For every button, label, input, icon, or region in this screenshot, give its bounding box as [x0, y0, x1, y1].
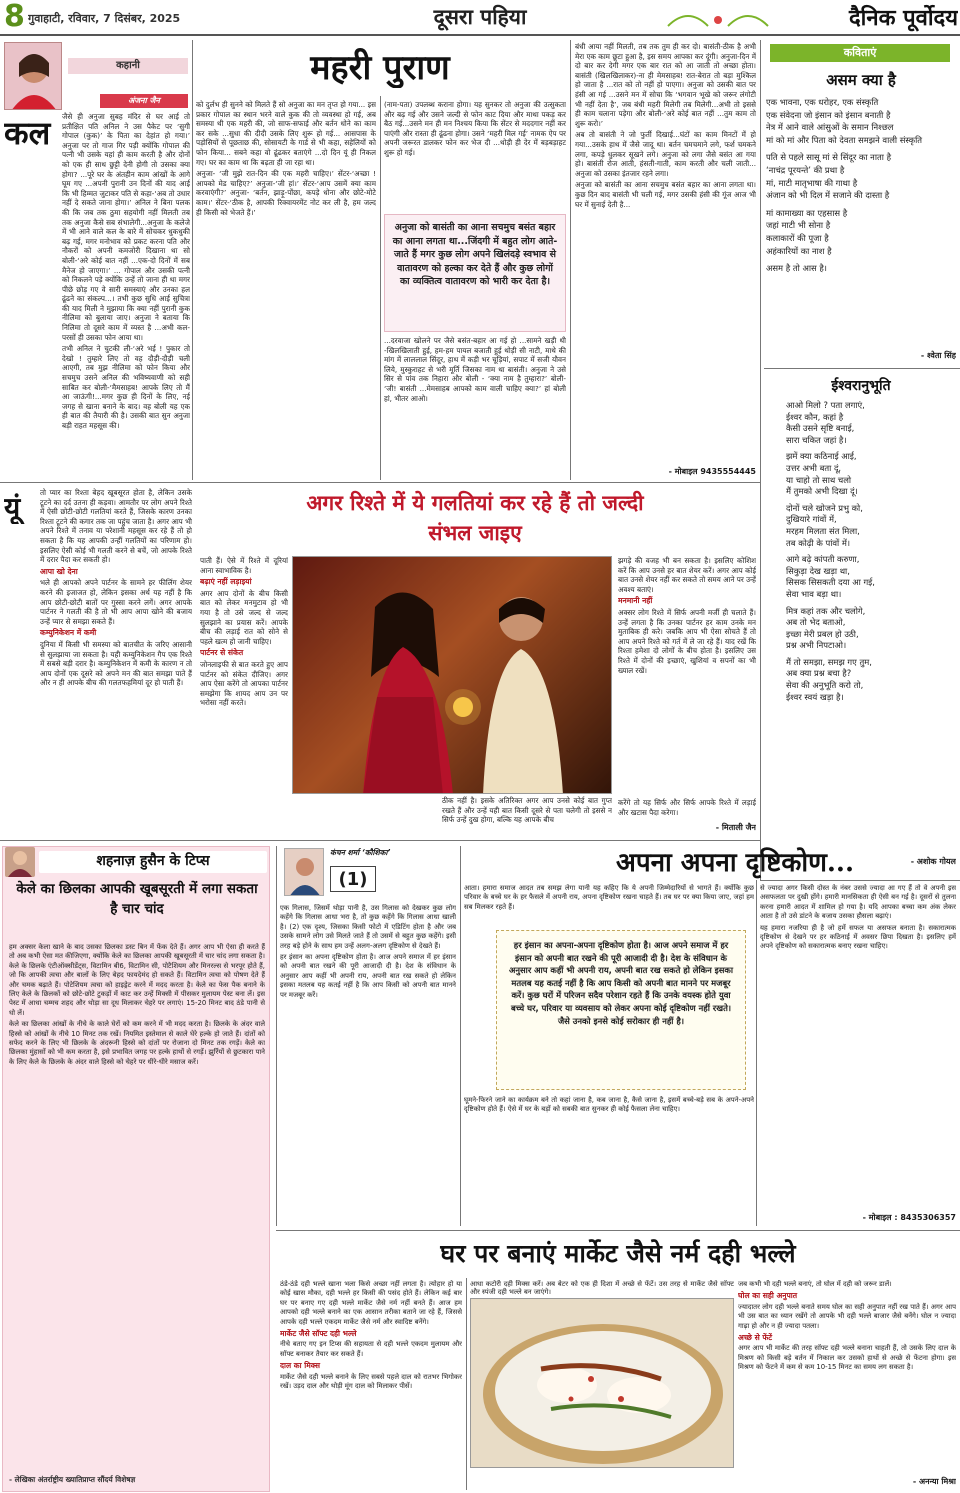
relation-col2b-text: अगर आप दोनों के बीच किसी बात को लेकर मनमुटाव हो भी गया है तो उसे जल्द से जल्द सुलझाने का प्रयास करें। आपके बीच की लड़ाई रात को सोने से पहले खत्म हो जानी चाहिए। — [200, 588, 288, 646]
dateline: गुवाहाटी, रविवार, 7 दिसंबर, 2025 — [28, 12, 181, 25]
relation-title-line1: अगर रिश्ते में ये गलतियां कर रहे हैं तो जल्दी — [306, 490, 644, 515]
drishti-col3 — [760, 884, 956, 1208]
recipe-col3c-text: अगर आप भी मार्केट की तरह सॉफ्ट दही भल्ले बनाना चाहती हैं, तो उसके लिए दाल के मिश्रण को किसी बड़े बर्तन में निकाल कर उसको हाथों से अच्छे से फेंटना होगा। इस मिश्रण को फेंटने में कम से कम 10-15 मिनट का समय लग सकता है। — [738, 1344, 956, 1372]
recipe-title: घर पर बनाएं मार्केट जैसे नर्म दही भल्ले — [440, 1239, 796, 1268]
relation-col3b-text: अक्सर लोग रिश्ते में सिर्फ अपनी मर्जी ही चलाते हैं। उन्हें लगता है कि उनका पार्टनर हर काम उनके मन मुताबिक ही करे। जबकि आप भी ऐसा सोचते हैं तो आप अपने रिश्ते को गर्त में ले जा रहे हैं। याद रखें कि रिश्ता हमेशा दो लोगों के बीच होता है। इसलिए उस रिश्ते में दोनों की इच्छाएं, खुशियां व सपनों का भी ख्याल रखें। — [618, 607, 756, 675]
drishti-author-photo — [284, 848, 324, 896]
poem1-line: कलाकारों की पूजा है — [766, 232, 829, 243]
drishti-col3-text: से ज्यादा अगर किसी दोस्त के नंबर उससे ज्यादा आ गए हैं तो वे अपनी इस असफलता पर दुखी होंगे। हमारी मानसिकता ही ऐसी बन गई है। दूसरों से तुलना करना हमारी आदत में शामिल हो गया है। यदि आपका बच्चा कम अंक लेकर आता है तो उसे डांटने के बजाय उसका हौसला बढ़ाएं। — [760, 884, 956, 921]
drishti-number: (1) — [330, 866, 376, 892]
relation-sub1: आपा खो देना — [40, 566, 78, 576]
drishti-mobile: - मोबाइल : 8435306357 — [862, 1213, 956, 1222]
paper-name: दैनिक पूर्वोदय — [848, 5, 958, 31]
poem2-signature: - अशोक गोयल — [910, 857, 956, 866]
relation-col3-text: झगड़े की वजह भी बन सकता है। इसलिए कोशिश करें कि आप उनसे हर बात शेयर करें। अगर आप कोई बात उनसे शेयर नहीं कर सकते तो समय आने पर उन्हें अवश्य बताएं। — [618, 556, 756, 594]
relation-sub5: मनमानी नहीं — [618, 596, 653, 606]
drishti-col1 — [280, 904, 456, 1224]
poem1-body — [766, 96, 958, 360]
story-pull-quote: अनुजा को बासंती का आना सचमुच बसंत बहार का आना लगता था...जिंदगी में बहुत लोग आते-जाते हैं मगर कुछ लोग अपने खिलंदड़े स्वभाव से वातावरण को हल्का कर देते हैं और कुछ लोगों का व्यक्तित्व वातावरण को भारी कर देता है। — [384, 214, 566, 332]
poem1-title: असम क्या है — [826, 71, 896, 89]
poem1-line: असम है तो आस है। — [766, 263, 827, 274]
poem2-line: मैं तो समझा, समझ गए तुम, — [786, 656, 872, 667]
tips-photo — [5, 847, 35, 877]
poem2-line: उत्तर अभी बता दूं, — [786, 462, 842, 473]
poem2-title: ईश्वरानुभूति — [831, 378, 891, 394]
story-col4-text: बंधी आया नहीं मिलती, तब तक तुम ही कर दो। बासंती-ठीक है अभी मेरा एक काम छूटा हुआ है, इस समय आपका कर दूंगी। अनुजा-दिन में दो बार कर देगी मगर एक बार रात को आ जाती तो अच्छा होता। बासंती (खिलखिलाकर)-ना ही मेमसाहब! रात-बेरात तो बड़ा मुश्किल हो जाता है ...रात को तो नहीं हो पाएगा। अनुजा को उसकी बात पर हंसी आ गई ...उसने मन में सोचा कि ‘भगवान भूखे को जरूर लंगोटी भी नहीं देता है’, जब बंधी महरी मिलेगी तब मिलेगी...अभी तो इससे ही काम चलाना पड़ेगा और बोली-‘अरे कोई बात नहीं ...तुम काम तो शुरू करो।’ — [575, 42, 756, 128]
poem2-line: प्रश्न अभी निपटाओ। — [786, 640, 847, 651]
story-author: अंजना जैन — [100, 94, 188, 108]
story-col3b: ...दरवाजा खोलने पर जैसे बसंत-बहार आ गई हो ...सामने खड़ी थी -खिलखिलाती हुई, हम-हम पायल बजाती हुई थोड़ी सी नाटी, माथे की मांग में लाललाल सिंदूर, हाथ में कड़ी भर चूड़ियां, सपाट में सजी यौवन लिये, मुस्कुराहट से भरी मूर्ति जिसका नाम था बासंती। अनुजा ने उसे सिर से पांव तक निहारा और बोली - ‘क्या नाम है तुम्हारा?’ बोली- ‘जी! बासंती ...मेमसाहब आपको काम वाली चाहिए क्या?’ हां बोली हां, भीतर आओ। — [384, 336, 566, 403]
poem2-line: मैं तुमको अभी दिखा दूं। — [786, 486, 858, 497]
tips-signature: - लेखिका अंतर्राष्ट्रीय ख्यातिप्राप्त सौंदर्य विशेषज्ञ — [9, 1475, 136, 1484]
tips-body2-text: केले का छिलका आंखों के नीचे के काले घेरों को कम करने में भी मदद करता है। छिलके के अंदर वाले हिस्से को आंखों के नीचे 10 मिनट तक रखें। नियमित इस्तेमाल से काले घेरे हल्के हो जाते हैं। दांतों को सफेद करने के लिए भी छिलके के अंदरूनी हिस्से को दांतों पर रोजाना दो मिनट तक रगड़ें। केले का छिलका मुंहासों को भी कम करता है, इसे प्रभावित जगह पर हल्के हाथों से रगड़ें। झुर्रियों से छुटकारा पाने के लिए केले के छिलके के अंदर वाले हिस्से को चेहरे पर धीरे-धीरे मसाज करें। — [9, 1020, 265, 1066]
story-col4c-text: अनुजा को बासंती का आना सचमुच बसंत बहार का आना लगता था। कुछ दिन बाद बासंती भी चली गई, मगर उसकी हंसी की गूंज आज भी घर में सुनाई देती है... — [575, 180, 756, 209]
relation-col1c-text: दुनिया में किसी भी समस्या को बातचीत के जरिए आसानी से सुलझाया जा सकता है। यही कम्युनिकेशन गैप एक रिश्ते में सबसे बड़ी दरार है। कम्युनिकेशन में कमी के कारण न तो आप दोनों एक दूसरे को अपने मन की बात समझा पाते हैं और न ही आपके बीच की गलतफहमियां दूर हो पाती हैं। — [40, 639, 192, 688]
story-col2b-text: अनुजा- ‘जी मुझे रात-दिन की एक महरी चाहिए।’ सेंटर-‘अच्छा ! आपको मेड चाहिए?’ अनुजा-‘जी हां।’ सेंटर-‘आप उसमें क्या काम करवाएंगी?’ अनुजा- ‘बर्तन, झाड़ू-पोंछा, कपड़े धोना और छोटे-मोटे काम।’ सेंटर-‘ठीक है, आपकी रिक्वायरमेंट नोट कर ली है, हम जल्द ही किसी को भेजते हैं।’ — [196, 169, 376, 217]
recipe-col1-text: ठंडे-ठंडे दही भल्ले खाना भला किसे अच्छा नहीं लगता है। त्योहार हो या कोई खास मौका, दही भल्ले हर किसी की पसंद होते हैं। लेकिन कई बार घर पर बनाए गए दही भल्ले मार्केट जैसे नर्म नहीं बनते हैं। आज हम आपको दही भल्ले बनाने का एक आसान तरीका बताने जा रहे हैं, जिससे आपके दही भल्ले एकदम मार्केट जैसे नर्म और स्वादिष्ट बनेंगे। — [280, 1280, 462, 1326]
story-col1 — [4, 112, 190, 480]
poem1-line: एक भावना, एक धरोहर, एक संस्कृति — [766, 97, 879, 107]
poem2-line: अब तो भेद बताओ, — [786, 617, 846, 628]
poem2-line: आगे बढ़े कांपती करुणा, — [786, 554, 860, 565]
poem1-line: ‘नाचंद्र पूरयन्ते’ की प्रथा है — [766, 164, 845, 175]
relation-sub4: पार्टनर से संकेत — [200, 648, 244, 658]
relation-caption-right: करेंगे तो यह सिर्फ और सिर्फ आपके रिश्ते में लड़ाई और खटास पैदा करेगा। — [618, 798, 756, 817]
poem1-line: एक संवेदना जो इंसान को इंसान बनाती है — [766, 109, 891, 120]
masthead — [0, 0, 960, 36]
poem2-line: सेवा भाव बड़ा था। — [786, 588, 842, 599]
poem2-line: दुखियारे गांवों में, — [786, 514, 837, 525]
recipe-col1b-text: नीचे बताए गए इन टिप्स की सहायता से दही भल्ले एकदम मुलायम और सॉफ्ट बनाकर तैयार कर सकते हैं। — [280, 1340, 462, 1358]
drishti-col2b: घूमने-फिरने जाने का कार्यक्रम बने तो कहां जाना है, कब जाना है, कैसे जाना है, इसमें बच्चे-बड़े सब के अपने-अपने दृष्टिकोण होते हैं। ऐसे में घर के बड़ों को सबकी बात सुनकर ही कोई फैसला लेना चाहिए। — [464, 1096, 754, 1114]
recipe-col3-text: जब कभी भी दही भल्ले बनाएं, तो घोल में दही को जरूर डालें। — [738, 1280, 892, 1288]
poem1-line: नेत्र में आने वाले आंसुओं के समान निश्छल — [766, 122, 894, 133]
recipe-col2-top: आधा कटोरी दही मिक्स करें। अब बेटर को एक ही दिशा में अच्छे से फेंटें। उस तरह से मार्केट जैसे सॉफ्ट और स्पंजी दही भल्ले बन जाएंगे। — [470, 1280, 734, 1296]
poem1-line: जहां माटी भी सोना है — [766, 220, 831, 231]
recipe-sub3: घोल का सही अनुपात — [738, 1291, 798, 1301]
section-title: दूसरा पहिया — [433, 4, 527, 29]
relation-title — [200, 488, 750, 550]
drishti-col1b-text: हर इंसान का अपना दृष्टिकोण होता है। आज अपने समाज में हर इंसान को अपनी बात रखने की पूरी आजादी दी है। देश के संविधान के अनुसार आप कहीं भी अपनी राय, अपनी बात रख सकते हो लेकिन इसका मतलब यह कतई नहीं है कि आप किसी को अपनी बात मानने पर मजबूर करें। — [280, 953, 456, 999]
recipe-col1 — [280, 1280, 462, 1490]
drishti-col1-text: एक गिलास, जिसमें थोड़ा पानी है, उस गिलास को देखकर कुछ लोग कहेंगे कि गिलास आधा भरा है, तो कुछ कहेंगे कि गिलास आधा खाली है। (2) एक दृश्य, जिसका किसी फोटो में एडिटिंग होता है और जब उसके सामने लोग उसे मिलते जाते हैं तो उसमें से बहुत कुछ कहेंगे। इसी तरह बड़े होने के साथ हम उन्हें अलग-अलग दृष्टिकोण से देखते हैं। — [280, 904, 456, 950]
story-col3a: (नाम-पता) उपलब्ध कराना होगा। यह सुनकर तो अनुजा की उत्सुकता और बढ़ गई और उसने जल्दी से फोन काट दिया और माथा पकड़ कर बैठ गई...उसने मन ही मन निश्चय किया कि सेंटर से मददगार नहीं कर पाएंगी और रास्ता ही ढूंढना होगा। उसने ‘महरी मिल गई’ नामक ऐप पर अपनी जरूरत डालकर फोन कर भेज दी ...थोड़ी ही देर में बड़बड़ाहट शुरू हो गई। — [384, 100, 566, 157]
poem2-line: इच्छा मेरी प्रबल हो उठी, — [786, 628, 859, 639]
tips-title: केले का छिलका आपकी खूबसूरती में लगा सकता है चार चांद — [16, 881, 258, 917]
poem2-line: झमें क्या कठिनाई आई, — [786, 451, 857, 462]
story-col4 — [575, 42, 756, 464]
drishti-col3b-text: यह हमारा नजरिया ही है जो हमें सफल या असफल बनाता है। सकारात्मक दृष्टिकोण से देखने पर हर कठिनाई में अवसर छिपा दिखता है। इसलिए हमें अपने दृष्टिकोण को सकारात्मक बनाए रखना चाहिए। — [760, 923, 956, 951]
poem2-line: कैसी उसने सृष्टि बनाई, — [786, 423, 855, 434]
poem1-line: अहंकारियों का नाश है — [766, 245, 832, 256]
relation-col3 — [618, 556, 756, 796]
tips-body — [9, 943, 265, 1463]
poem2-body — [786, 400, 958, 840]
relation-col2 — [200, 556, 288, 802]
poem2-line: सिकुड़ा देख खड़ा था, — [786, 565, 850, 576]
relation-sub2: कम्युनिकेशन में कमी — [40, 628, 97, 638]
drishti-author: कंचन शर्मा ‘कौशिका’ — [330, 848, 391, 857]
poem2-line: मरहम मिलता संत मिला, — [786, 525, 860, 536]
relation-col1b-text: भले ही आपको अपने पार्टनर के सामने हर फीलिंग शेयर करने की इजाजत हो, लेकिन इसका अर्थ यह नहीं है कि आप छोटी-छोटी बातों पर गुस्सा करने लगें। अगर आपके पार्टनर ने गलती की है तो भी आप आपा खोने की बजाय उन्हें प्यार से समझा सकते हैं। — [40, 578, 192, 626]
tips-header: शहनाज़ हुसैन के टिप्स — [39, 851, 267, 873]
recipe-sub1: मार्केट जैसे सॉफ्ट दही भल्ले — [280, 1329, 357, 1339]
poem2-line: दोनों चले खोजने प्रभु को, — [786, 502, 863, 513]
story-col2-text: को दुर्लभ ही सुनने को मिलते हैं सो अनुजा का मन तृप्त हो गया... इस प्रकार गोपाल का स्थान भरने वाले कुक की तो व्यवस्था हो गई, अब समस्या थी एक महरी की, जो साफ-सफाई और बर्तन धोने का काम कर सके ...सुधा की दीदी उसके लिए शुरू हो गई... आसपास के पड़ोसियों से पूछताछ की, सोसायटी के गार्ड से भी कहा, सहेलियों को फोन किया... सबने कहा वो ढूंढकर बताएंगे ...दो दिन यूं ही निकल गए। घर का काम था कि बढ़ता ही जा रहा था। — [196, 100, 376, 167]
poem2-line: सिसक सिसकती दया आ गई, — [786, 577, 875, 588]
relation-col1-text: तो प्यार का रिश्ता बेहद खूबसूरत होता है, लेकिन उसके टूटने का दर्द उतना ही कड़वा। आमतौर पर लोग अपने रिश्ते में ऐसी छोटी-छोटी गलतियां करते हैं, जिसके कारण उनका रिश्ता टूटने की कगार तक जा पहुंच जाता है। अगर आप भी अपने रिश्ते में तनाव या परेशानी महसूस कर रहे हैं तो हो सकता है कि यह आपकी उन्हीं गलतियों का परिणाम हो। इसलिए ऐसी कोई भी गलती करने से बचें, जो आपके रिश्ते में दरार पैदा कर सकती हो। — [40, 488, 192, 565]
recipe-col3 — [738, 1280, 956, 1476]
relation-caption-left: ठीक नहीं है। इसके अतिरिक्त अगर आप उनसे कोई बात गुप्त रखते हैं और उन्हें यही बात किसी दूसरे से पता चलेगी तो इससे न सिर्फ उन्हें दुख होगा, बल्कि यह आपके बीच — [442, 796, 612, 825]
recipe-sub2: दाल का मिक्स — [280, 1361, 320, 1371]
poem1-line: मां को मां और पिता को देवता समझने वाली संस्कृति — [766, 134, 923, 145]
recipe-signature: - अनन्या मिश्रा — [912, 1477, 956, 1486]
dahi-bhalle-photo — [470, 1298, 734, 1468]
poems-tag: कविताएं — [770, 44, 950, 62]
poem1-line: मां, माटी मातृभाषा की गाथा है — [766, 177, 858, 188]
leaf-logo-icon — [658, 6, 778, 30]
poem2-line: आओ मिलो ? पता लगाएं, — [786, 400, 865, 410]
poem2-line: ईश्वर कौन, कहां है — [786, 411, 844, 422]
tips-box — [2, 846, 270, 1492]
poem2-line: अब क्या प्रश्न बचा है? — [786, 668, 852, 679]
poem1-line: मां कामाख्या का एहसास है — [766, 207, 848, 218]
relation-col2c-text: जोनलाइफी से बात करते हुए आप पार्टनर को संकेत दीजिए। अगर आप ऐसा करेंगे तो आपका पार्टनर समझेगा कि शायद आप उन पर भरोसा नहीं करते। — [200, 659, 288, 708]
relation-drop-word: यूं — [4, 491, 21, 524]
poem1-signature: - श्वेता सिंह — [920, 351, 956, 360]
recipe-col2-bottom — [470, 1470, 734, 1490]
story-col1-text: जैसे ही अनुजा सुबह मंदिर से घर आई तो प्रतीक्षित पति अनिल ने उस पैकेट पर ‘सुगी गोपाल (कुक)’ के पिता का देहांत हो गया।’ अनुजा पर तो गाज गिर पड़ी क्योंकि गोपाल की पत्नी भी उसके यहां ही काम करती है और दोनों को एक ही साथ छुट्टी देनी होगी तो उसका क्या होगा? ...पूरे घर के अंतहीन काम आंखों के आगे घूम गए ...अपनी पुरानी उन दिनों की याद आई कि भी हिम्मत जुटाकर पति से कहा-‘अब तो उधार नहीं दे सकते जाना होगा।’ अनिल ने बिना पलक की कि जब तक ठुमा सहयोगी नहीं मिलती तब तक अनुजा कैसे सब संभालेगी...अनुजा के कलेजे में भी आने वाले कल के बारे में सोचकर धुकधुकी बढ़ गई, मगर मनोभाव को प्रकट करना पति और नौकरों को अपनी कमजोरी दिखाना था सो बोली-‘अरे कोई बात नहीं ...एक-दो दिनों में सब मैनेज हो जाएगा।’ ... गोपाल और उसकी पत्नी को निकलने पड़े क्योंकि उन्हें तो जाना ही था मगर पीछे छोड़ गए वे सारी समस्याएं और उनका हल ढूंढने का संकल्प...। तभी कुछ सुधि आई सुचित्रा की याद मिली ने मुझाया कि क्या नहीं पुरानी कुक नीलिमा को बुलाया जाए। अनुजा ने बताया कि निलिमा तो दूसरे काम में व्यस्त है ...अभी कल-परसों ही उसका फोन आया था। — [62, 112, 190, 342]
poem1-line: अंजान को भी दिल में सजाने की दास्ता है — [766, 190, 890, 201]
poem2-line: मित्र कहां तक और चलोगे, — [786, 605, 866, 616]
author-photo — [4, 42, 62, 110]
page-number: 8 — [4, 0, 25, 34]
story-drop-word: कल — [4, 114, 51, 152]
recipe-sub4: अच्छे से फेंटें — [738, 1333, 773, 1343]
story-mobile: - मोबाइल 9435554445 — [668, 467, 756, 476]
recipe-col1c-text: मार्केट जैसे दही भल्ले बनाने के लिए सबसे पहले दाल को रातभर भिगोकर रखें। उड़द दाल और थोड़ी मूंग दाल को मिलाकर पीसें। — [280, 1372, 462, 1391]
story-col1b-text: तभी अनिल ने चुटकी ली-‘अरे भई ! पुकार तो देखो ! तुम्हारे लिए तो वह दौड़ी-दौड़ी चली आएगी, तब मुझ नीलिमा को फोन किया और सचमुच उसने अनिल की भविष्यवाणी को सही साबित कर बोली-‘मैमसाहब! आपके लिए तो मैं आ जाऊंगी!...मगर कुछ ही दिनों के लिए, नई जगह से खाना बनाने के बाद। वह बोली यह एक ही बात की तैयारी की है। उसकी बात सुन अनुजा बड़ी राहत महसूस की। — [62, 344, 190, 430]
relation-title-line2: संभल जाइए — [428, 520, 522, 545]
drishti-col2a: आता। हमारा समाज आदत तब समझ लेगा यानी यह कहिए कि ये अपनी जिम्मेदारियों से भागते हैं। क्योंकि कुछ परिवार के बच्चे घर के हर फैसले में अपनी राय, अपना दृष्टिकोण रखना चाहते हैं। तब घर पर क्या किया जाए, जहां हम सब मिलकर रहते हैं। — [464, 884, 754, 911]
relation-sub3: बढ़ाएं नहीं लड़ाइयां — [200, 577, 252, 587]
poem2-line: तब कोढ़ी के पांवों में। — [786, 537, 851, 548]
story-title: महरी पुराण — [310, 48, 450, 88]
story-col4b-text: अब तो बासंती ने जो फुर्ती दिखाई...घंटों का काम मिनटों में हो गया...उसके हाथ में जैसे जादू था। बर्तन चमचमाने लगे, फर्श चमकने लगा, कपड़े धुलकर सूखने लगे। अनुजा को लगा जैसे बसंत आ गया हो। बासंती रोज आती, हंसती-गाती, काम करती और चली जाती... अनुजा को उसका इंतजार रहने लगा। — [575, 130, 756, 178]
couple-photo — [292, 556, 612, 794]
tips-body-text: हम अक्सर केला खाने के बाद उसका छिलका डस्ट बिन में फेंक देते हैं। अगर आप भी ऐसा ही करते हैं तो अब कभी ऐसा मत कीजिएगा, क्योंकि केले का छिलका आपकी खूबसूरती में चार चांद लगा सकता है। केले के छिलके एंटीऑक्सीडेंट्स, विटामिन बी6, विटामिन सी, पोटैशियम और मिनरल्स से भरपूर होते हैं, जो कि आपकी त्वचा और बालों के लिए बेहद फायदेमंद हो सकते हैं। विटामिन त्वचा को पोषण देते हैं और चमक बढ़ाते हैं। पोटेशियम त्वचा को हाइड्रेट करने में मदद करता है। केले का फेस पैक बनाने के लिए केले के छिलकों को छोटे-छोटे टुकड़ों में काट कर उन्हें मिक्सी में पीसकर मुलायम पेस्ट बना लें। इस पेस्ट में आधा चम्मच शहद और थोड़ा सा दूध मिलाकर चेहरे पर लगाएं। 15-20 मिनट बाद ठंडे पानी से धो लें। — [9, 943, 265, 1017]
relation-signature: - मिताली जैन — [715, 823, 756, 832]
drishti-title: अपना अपना दृष्टिकोण... — [615, 848, 855, 878]
story-col2 — [196, 100, 376, 480]
poem2-line: ईश्वर स्वयं खड़ा है। — [786, 691, 844, 702]
drishti-pull-quote: हर इंसान का अपना-अपना दृष्टिकोण होता है। आज अपने समाज में हर इंसान को अपनी बात रखने की पूरी आजादी दी है। देश के संविधान के अनुसार आप कहीं भी अपनी राय, अपनी बात रख सकते हो लेकिन इसका मतलब यह कतई नहीं है कि आप किसी को अपनी बात मानने पर मजबूर करें। कुछ घरों में परिजन सदैव परेशान रहते हैं कि उनके वयस्क होते युवा बच्चे घर, परिवार या व्यवसाय को लेकर अपना कोई दृष्टिकोण नहीं रखते। जैसे उनको इनसे कोई सरोकार ही नहीं है। — [496, 930, 746, 1090]
poem2-line: सेवा की अनुभूति करो तो, — [786, 680, 864, 691]
recipe-col3b-text: ज्यादातर लोग दही भल्ले बनाते समय घोल का सही अनुपात नहीं रख पाते हैं। अगर आप भी उस बात का ध्यान रखेंगे तो आपके भी दही भल्ले बाजार जैसे बनेंगे। घोल न ज्यादा गाढ़ा हो और न ही ज्यादा पतला। — [738, 1302, 956, 1330]
relation-col1 — [4, 488, 192, 834]
relation-col2-text: पाती हैं। ऐसे में रिश्ते में दूरियां आना स्वाभाविक है। — [200, 556, 288, 575]
poem1-line: पति से पहले सासू मां से सिंदूर का नाता है — [766, 152, 892, 163]
story-label: कहानी — [68, 58, 188, 74]
poem2-line: या चाहो तो साथ चलो — [786, 474, 852, 485]
poem2-line: सारा चकित जहां है। — [786, 434, 847, 445]
